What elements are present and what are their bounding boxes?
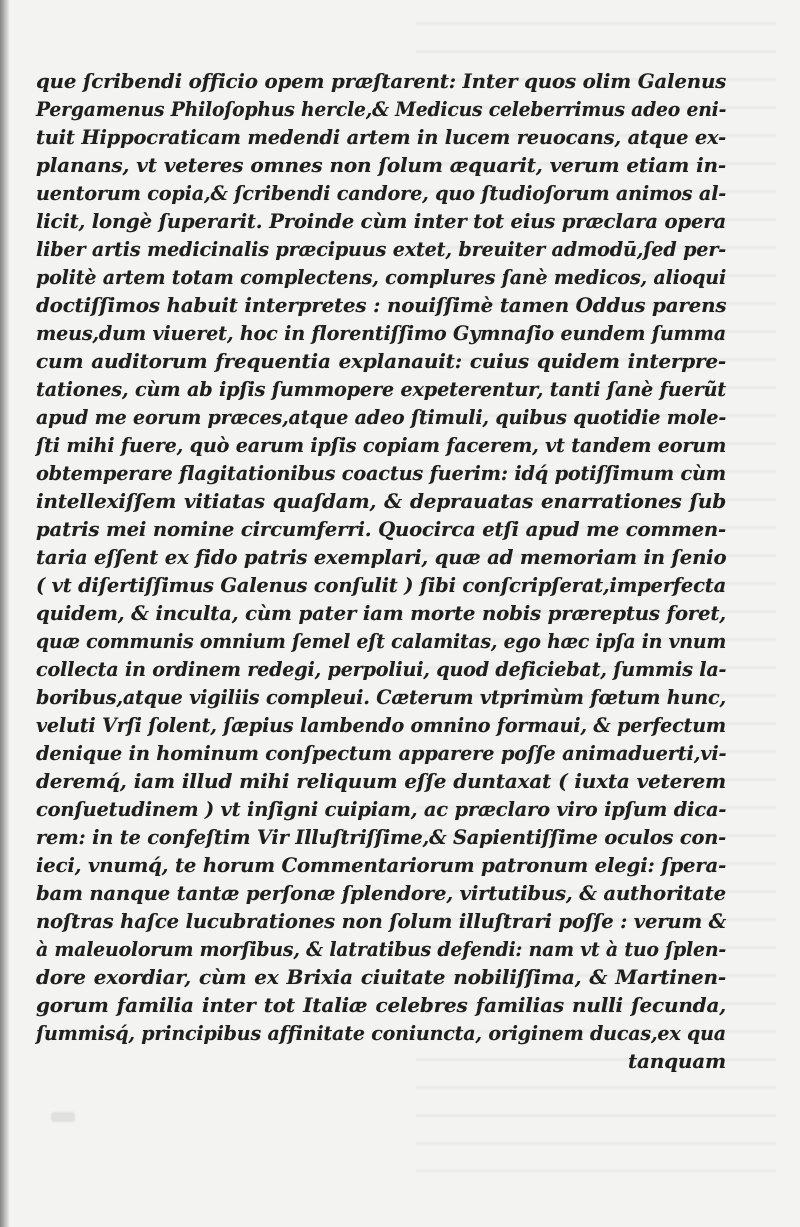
text-line: cum auditorum frequentia explanauit: cuius quidem interpre-: [36, 349, 726, 373]
text-line: apud me eorum præces,atque adeo ſtimuli, quibus quotidie mole-: [36, 405, 727, 429]
text-line: politè artem totam complectens, complures ſanè medicos, alioqui: [36, 265, 727, 289]
text-line: noſtras haſce lucubrationes non ſolum illuſtrari poſſe : verum &: [36, 909, 727, 933]
binding-shadow: [0, 0, 10, 1227]
text-line: veluti Vrſi ſolent, ſæpius lambendo omnino formaui, & perfectum: [36, 713, 726, 737]
text-line: ( vt diſertiſſimus Galenus conſulit ) ſibi conſcripſerat,imperfecta: [36, 573, 726, 597]
text-line: tationes, cùm ab ipſis ſummopere expeterentur, tanti ſanè fuerũt: [36, 377, 726, 401]
text-line: dore exordiar, cùm ex Brixia ciuitate nobiliſſima, & Martinen-: [36, 965, 726, 989]
text-line: tuit Hippocraticam medendi artem in lucem reuocans, atque ex-: [36, 125, 726, 149]
text-line: licit, longè ſuperarit. Proinde cùm inter tot eius præclara opera: [36, 209, 726, 233]
text-line: ſummisq́, principibus affinitate coniuncta, originem ducas,ex qua: [36, 1021, 726, 1045]
text-line: bam nanque tantæ perſonæ ſplendore, virtutibus, & authoritate: [36, 881, 726, 905]
text-line: denique in hominum conſpectum apparere poſſe animaduerti,vi-: [36, 741, 727, 765]
catchword: tanquam: [628, 1049, 726, 1073]
text-line: meus,dum viueret, hoc in florentiſſimo Gymnaſio eundem ſumma: [36, 321, 726, 345]
page-body-text: [36, 67, 726, 1075]
text-line: ieci, vnumq́, te horum Commentariorum patronum elegi: ſpera-: [36, 853, 727, 877]
text-line: rem: in te confeſtim Vir Illuſtriſſime,& Sapientiſſime oculos con-: [36, 825, 727, 849]
text-line: liber artis medicinalis præcipuus extet, breuiter admodū,ſed per-: [36, 237, 727, 261]
text-line: uentorum copia,& ſcribendi candore, quo ſtudioſorum animos al-: [36, 181, 727, 205]
text-line: que ſcribendi officio opem præſtarent: Inter quos olim Galenus: [36, 69, 727, 93]
text-line: doctiſſimos habuit interpretes : nouiſſimè tamen Oddus parens: [36, 293, 727, 317]
text-line: ſti mihi fuere, quò earum ipſis copiam facerem, vt tandem eorum: [36, 433, 727, 457]
text-line: quæ communis omnium ſemel eſt calamitas, ego hæc ipſa in vnum: [36, 629, 727, 653]
text-line: gorum familia inter tot Italiæ celebres familias nulli ſecunda,: [36, 993, 726, 1017]
text-line: collecta in ordinem redegi, perpoliui, quod deficiebat, ſummis la-: [36, 657, 727, 681]
text-line: obtemperare flagitationibus coactus fuerim: idq́ potiſſimum cùm: [36, 461, 727, 485]
text-line: intellexiſſem vitiatas quaſdam, & deprauatas enarrationes ſub: [36, 489, 726, 513]
text-line: conſuetudinem ) vt inſigni cuipiam, ac præclaro viro ipſum dica-: [36, 797, 727, 821]
text-line: Pergamenus Philoſophus hercle,& Medicus celeberrimus adeo eni-: [36, 97, 727, 121]
text-line: boribus,atque vigiliis compleui. Cæterum vtprimùm fœtum hunc,: [36, 685, 726, 709]
text-line: à maleuolorum morſibus, & latratibus defendi: nam vt à tuo ſplen-: [36, 937, 726, 961]
text-line: patris mei nomine circumferri. Quocirca etſi apud me commen-: [36, 517, 726, 541]
text-line: deremq́, iam illud mihi reliquum eſſe duntaxat ( iuxta veterem: [36, 769, 726, 793]
text-line: taria eſſent ex fido patris exemplari, quæ ad memoriam in ſenio: [36, 545, 727, 569]
ink-smudge: [51, 1112, 75, 1122]
text-line: planans, vt veteres omnes non ſolum æquarit, verum etiam in-: [36, 153, 726, 177]
text-line: quidem, & inculta, cùm pater iam morte nobis præreptus foret,: [36, 601, 726, 625]
